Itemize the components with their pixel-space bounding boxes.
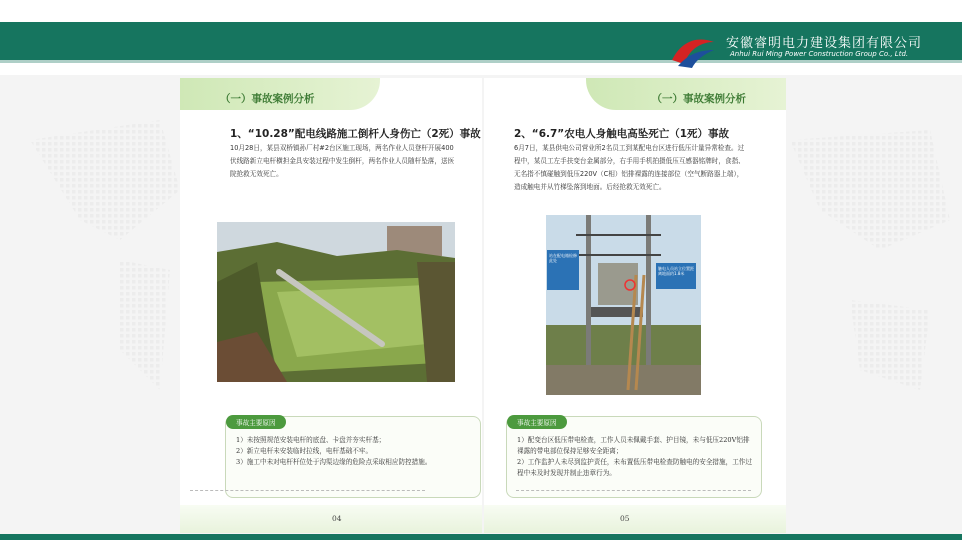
header [0,0,962,75]
cause-tag: 事故主要原因 [507,415,567,429]
case-description: 6月7日，某县供电公司营业所2名员工到某配电台区进行低压计量异常检查。过程中，某员工左手扶变台金属部分，右手用手机拍摄低压互感器铭牌时，食指、无名指不慎碰触到低压220V（C相）铝排裸露的连接部位（空气断路器上端），造成触电并从竹梯坠落到地面。后经抢救无效死亡。 [514,144,745,191]
cause-list [517,435,752,479]
cause-item: 2）新立电杆未安装临时拉线，电杆基础不牢。 [236,447,373,455]
accident-photo-canal [217,222,455,382]
case-title: 1、“10.28”配电线路施工倒杆人身伤亡（2死）事故 [230,128,481,140]
divider [516,490,751,491]
page-footer [180,505,482,533]
page-number: 04 [332,514,342,523]
accident-photo-transformer [546,215,701,395]
page-number: 05 [620,514,630,523]
company-logo-icon [668,30,718,70]
divider [190,490,425,491]
photo-caption: 触电人员站立位置距离地面约1.8米 [658,266,694,276]
cause-item: 3）施工中未对电杆杆位处于沟渠边缘的危险点采取相应防控措施。 [236,458,432,466]
photo-caption: 站在配电箱检修此处 [549,253,577,263]
booklet-page-left [180,78,482,533]
section-title: （一）事故案例分析 [651,93,746,105]
cause-list [236,435,471,468]
case-title: 2、“6.7”农电人身触电高坠死亡（1死）事故 [514,128,730,140]
header-line [0,60,962,63]
section-title: （一）事故案例分析 [220,93,315,105]
company-name-cn: 安徽睿明电力建设集团有限公司 [726,36,923,51]
cause-panel [506,416,762,498]
page-footer [484,505,786,533]
company-name-en: Anhui Rui Ming Power Construction Group Co., Ltd. [730,50,909,58]
cause-panel [225,416,481,498]
cause-item: 2）工作监护人未尽到监护责任，未布置低压带电检查防触电的安全措施，工作过程中未及时发现并制止违章行为。 [517,458,752,477]
cause-tag: 事故主要原因 [226,415,286,429]
footer-band [0,534,962,540]
booklet-page-right [484,78,786,533]
cause-item: 1）配变台区低压带电检查，工作人员未佩戴手套、护目镜，未与低压220V铝排裸露的带电部位保持足够安全距离； [517,436,750,455]
case-description: 10月28日，某县双桥镇孙厂村#2台区施工现场，两名作业人员登杆开展400 伏线路新立电杆横担金具安装过程中发生倒杆，两名作业人员随杆坠落，送医院抢救无效死亡。 [230,144,455,178]
cause-item: 1）未按照规范安装电杆的底盘、卡盘并夯实杆基； [236,436,386,444]
